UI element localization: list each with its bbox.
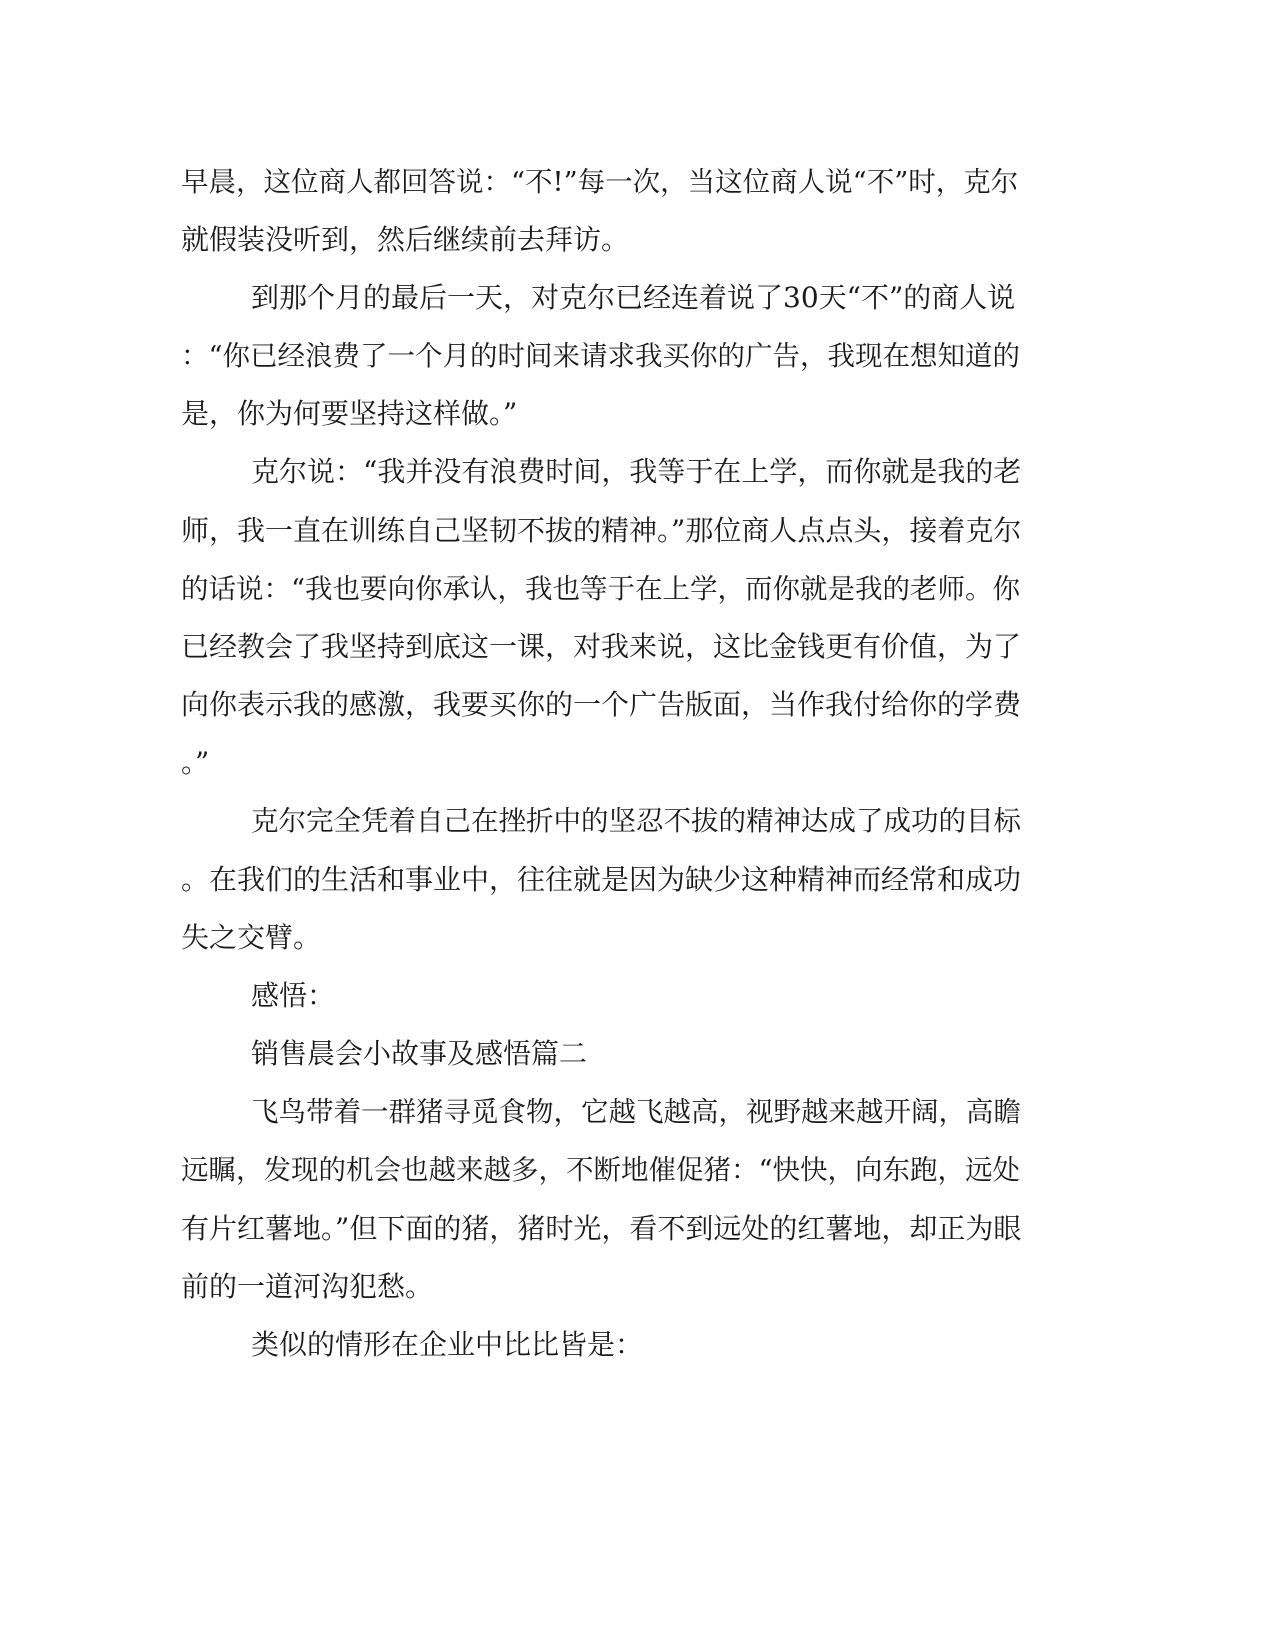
text-line: 。在我们的生活和事业中，往往就是因为缺少这种精神而经常和成功 — [181, 863, 1022, 896]
text-line: 有片红薯地。”但下面的猪，猪时光，看不到远处的红薯地，却正为眼 — [181, 1212, 1022, 1245]
text-line: 前的一道河沟犯愁。 — [181, 1270, 434, 1303]
text-line: 的话说：“我也要向你承认，我也等于在上学，而你就是我的老师。你 — [181, 573, 1021, 605]
text-line: 克尔说：“我并没有浪费时间，我等于在上学，而你就是我的老 — [251, 455, 1022, 488]
text-line: 师，我一直在训练自己坚韧不拔的精神。”那位商人点点头，接着克尔 — [181, 514, 1022, 547]
section-heading: 销售晨会小故事及感悟篇二 — [251, 1037, 588, 1070]
text-line: 向你表示我的感激，我要买你的一个广告版面，当作我付给你的学费 — [181, 688, 1022, 721]
text-line: 。” — [181, 746, 210, 779]
text-line: 已经教会了我坚持到底这一课，对我来说，这比金钱更有价值，为了 — [181, 630, 1022, 663]
text-line: 到那个月的最后一天，对克尔已经连着说了30天“不”的商人说 — [251, 281, 1016, 314]
text-line: 类似的情形在企业中比比皆是： — [251, 1328, 644, 1361]
text-line: 感悟： — [251, 979, 336, 1012]
text-line: 克尔完全凭着自己在挫折中的坚忍不拔的精神达成了成功的目标 — [251, 805, 1021, 837]
text-line: 就假装没听到，然后继续前去拜访。 — [181, 223, 630, 256]
text-line: 远瞩，发现的机会也越来越多，不断地催促猪：“快快，向东跑，远处 — [181, 1154, 1021, 1186]
text-line: ：“你已经浪费了一个月的时间来请求我买你的广告，我现在想知道的 — [181, 340, 1021, 372]
text-line: 是，你为何要坚持这样做。” — [181, 397, 518, 430]
text-line: 早晨，这位商人都回答说：“不!”每一次，当这位商人说“不”时，克尔 — [181, 166, 1019, 198]
text-line: 失之交臂。 — [181, 921, 322, 954]
text-line: 飞鸟带着一群猪寻觅食物，它越飞越高，视野越来越开阔，高瞻 — [251, 1096, 1021, 1128]
